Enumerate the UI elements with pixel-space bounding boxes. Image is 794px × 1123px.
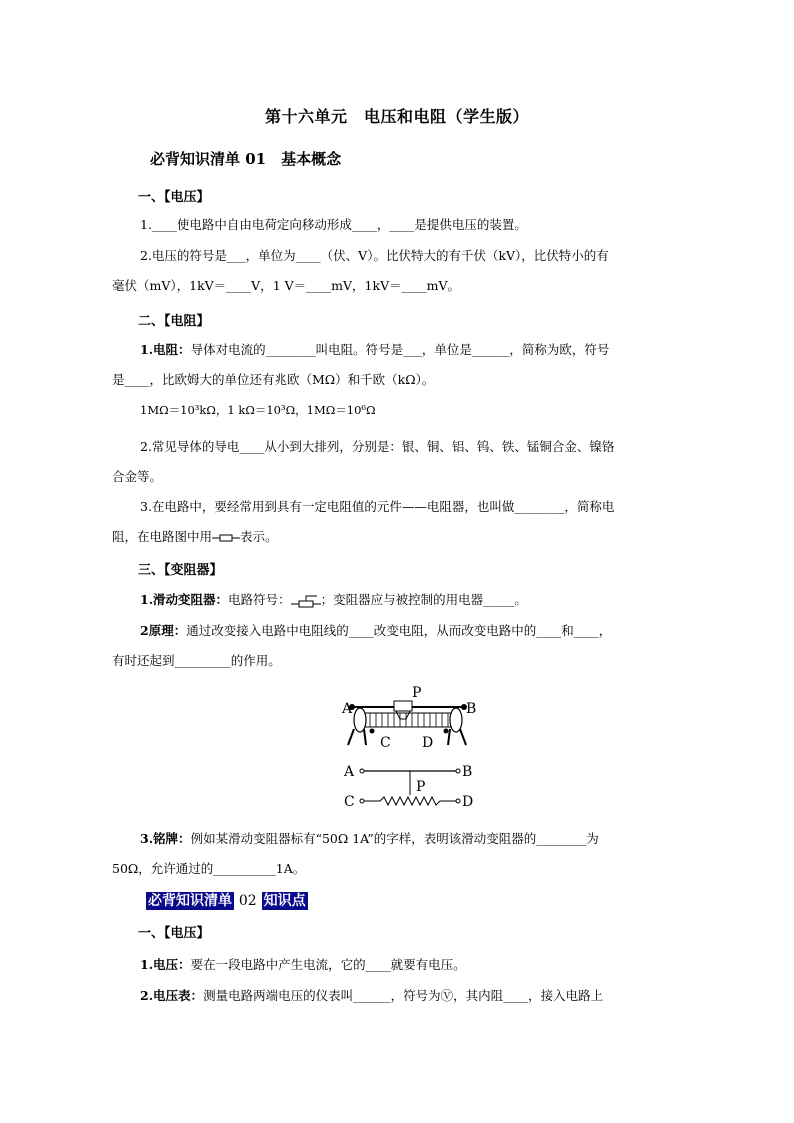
paragraph-voltage-2 — [112, 241, 674, 301]
text: 测量电路两端电压的仪表叫______，符号为Ⓥ，其内阻____，接入电路上 — [203, 988, 604, 1003]
paragraph-resistance-3 — [112, 492, 674, 552]
term-label: 1.电压： — [140, 957, 191, 972]
paragraph-rheostat-3 — [112, 824, 674, 884]
section-heading-02 — [146, 890, 308, 910]
paragraph-kp-voltage-1 — [112, 950, 674, 980]
subheading-rheostat: 三、【变阻器】 — [138, 563, 223, 578]
term-label: 3.铭牌： — [140, 831, 191, 846]
text: 3.在电路中，要经常用到具有一定电阻值的元件——电阻器，也叫做________，简称电 — [140, 499, 615, 514]
paragraph-resistance-2 — [112, 432, 674, 492]
rheostat-schematic — [360, 769, 460, 805]
term-label: 2原理： — [140, 623, 187, 638]
text: ；变阻器应与被控制的用电器_____。 — [320, 592, 527, 607]
rheostat-diagram — [330, 683, 490, 813]
terminal-label-d: D — [422, 735, 434, 751]
text: 表示。 — [240, 529, 278, 544]
text: 毫伏（mV），1kV＝____V，1 V＝____mV，1kV＝____mV。 — [112, 278, 460, 293]
terminal-label-a: A — [342, 701, 353, 717]
slider-label-p: P — [412, 685, 422, 701]
paragraph-voltage-1 — [112, 210, 674, 240]
schematic-label-p: P — [416, 779, 426, 795]
unit-conversion: 1MΩ＝10³kΩ，1 kΩ＝10³Ω，1MΩ＝10⁶Ω — [140, 403, 376, 417]
paragraph-kp-voltmeter — [112, 981, 674, 1011]
heading-highlight: 必背知识清单 — [148, 893, 232, 909]
rheostat-illustration — [348, 701, 467, 745]
paragraph-rheostat-2 — [112, 616, 674, 676]
text: 电路符号： — [228, 592, 291, 607]
text: 有时还起到_________的作用。 — [112, 653, 281, 668]
text: 导体对电流的________叫电阻。符号是___，单位是______，简称为欧，符号 — [190, 342, 610, 357]
paragraph-resistance-1 — [112, 335, 674, 425]
rheostat-symbol-icon — [291, 594, 321, 608]
text: 50Ω，允许通过的__________1A。 — [112, 861, 306, 876]
text: 例如某滑动变阻器标有“50Ω 1A”的字样，表明该滑动变阻器的________为 — [190, 831, 599, 846]
heading-highlight: 知识点 — [263, 893, 306, 909]
text: 合金等。 — [112, 469, 163, 484]
terminal-label-c: C — [380, 735, 391, 751]
resistor-symbol-icon — [212, 533, 240, 543]
schematic-label-b: B — [462, 764, 473, 780]
terminal-label-b: B — [466, 701, 477, 717]
schematic-label-c: C — [344, 794, 355, 810]
text: 通过改变接入电路中电阻线的____改变电阻，从而改变电路中的____和____， — [186, 623, 612, 638]
text: 2.电压的符号是___，单位为____（伏、V）。比伏特大的有千伏（kV），比伏特小的有 — [140, 248, 609, 263]
text: 2.常见导体的导电____从小到大排列，分别是：银、铜、铝、钨、铁、锰铜合金、镍铬 — [140, 439, 615, 454]
subheading-voltage-2: 一、【电压】 — [138, 926, 210, 941]
schematic-label-a: A — [344, 764, 355, 780]
text: 1.____使电路中自由电荷定向移动形成____，____是提供电压的装置。 — [140, 217, 527, 232]
text: 阻，在电路图中用 — [112, 529, 213, 544]
text: 是____，比欧姆大的单位还有兆欧（MΩ）和千欧（kΩ）。 — [112, 372, 435, 387]
term-label: 1.滑动变阻器： — [140, 592, 229, 607]
heading-number: 02 — [238, 893, 257, 909]
page-title: 第十六单元 电压和电阻（学生版） — [264, 107, 529, 126]
term-label: 1.电阻： — [140, 342, 191, 357]
subheading-voltage: 一、【电压】 — [138, 190, 210, 205]
paragraph-rheostat-1 — [112, 585, 674, 615]
schematic-label-d: D — [462, 794, 474, 810]
subheading-resistance: 二、【电阻】 — [138, 314, 210, 329]
term-label: 2.电压表： — [140, 988, 204, 1003]
text: 要在一段电路中产生电流，它的____就要有电压。 — [190, 957, 466, 972]
section-heading-01: 必背知识清单 01 基本概念 — [150, 150, 342, 168]
